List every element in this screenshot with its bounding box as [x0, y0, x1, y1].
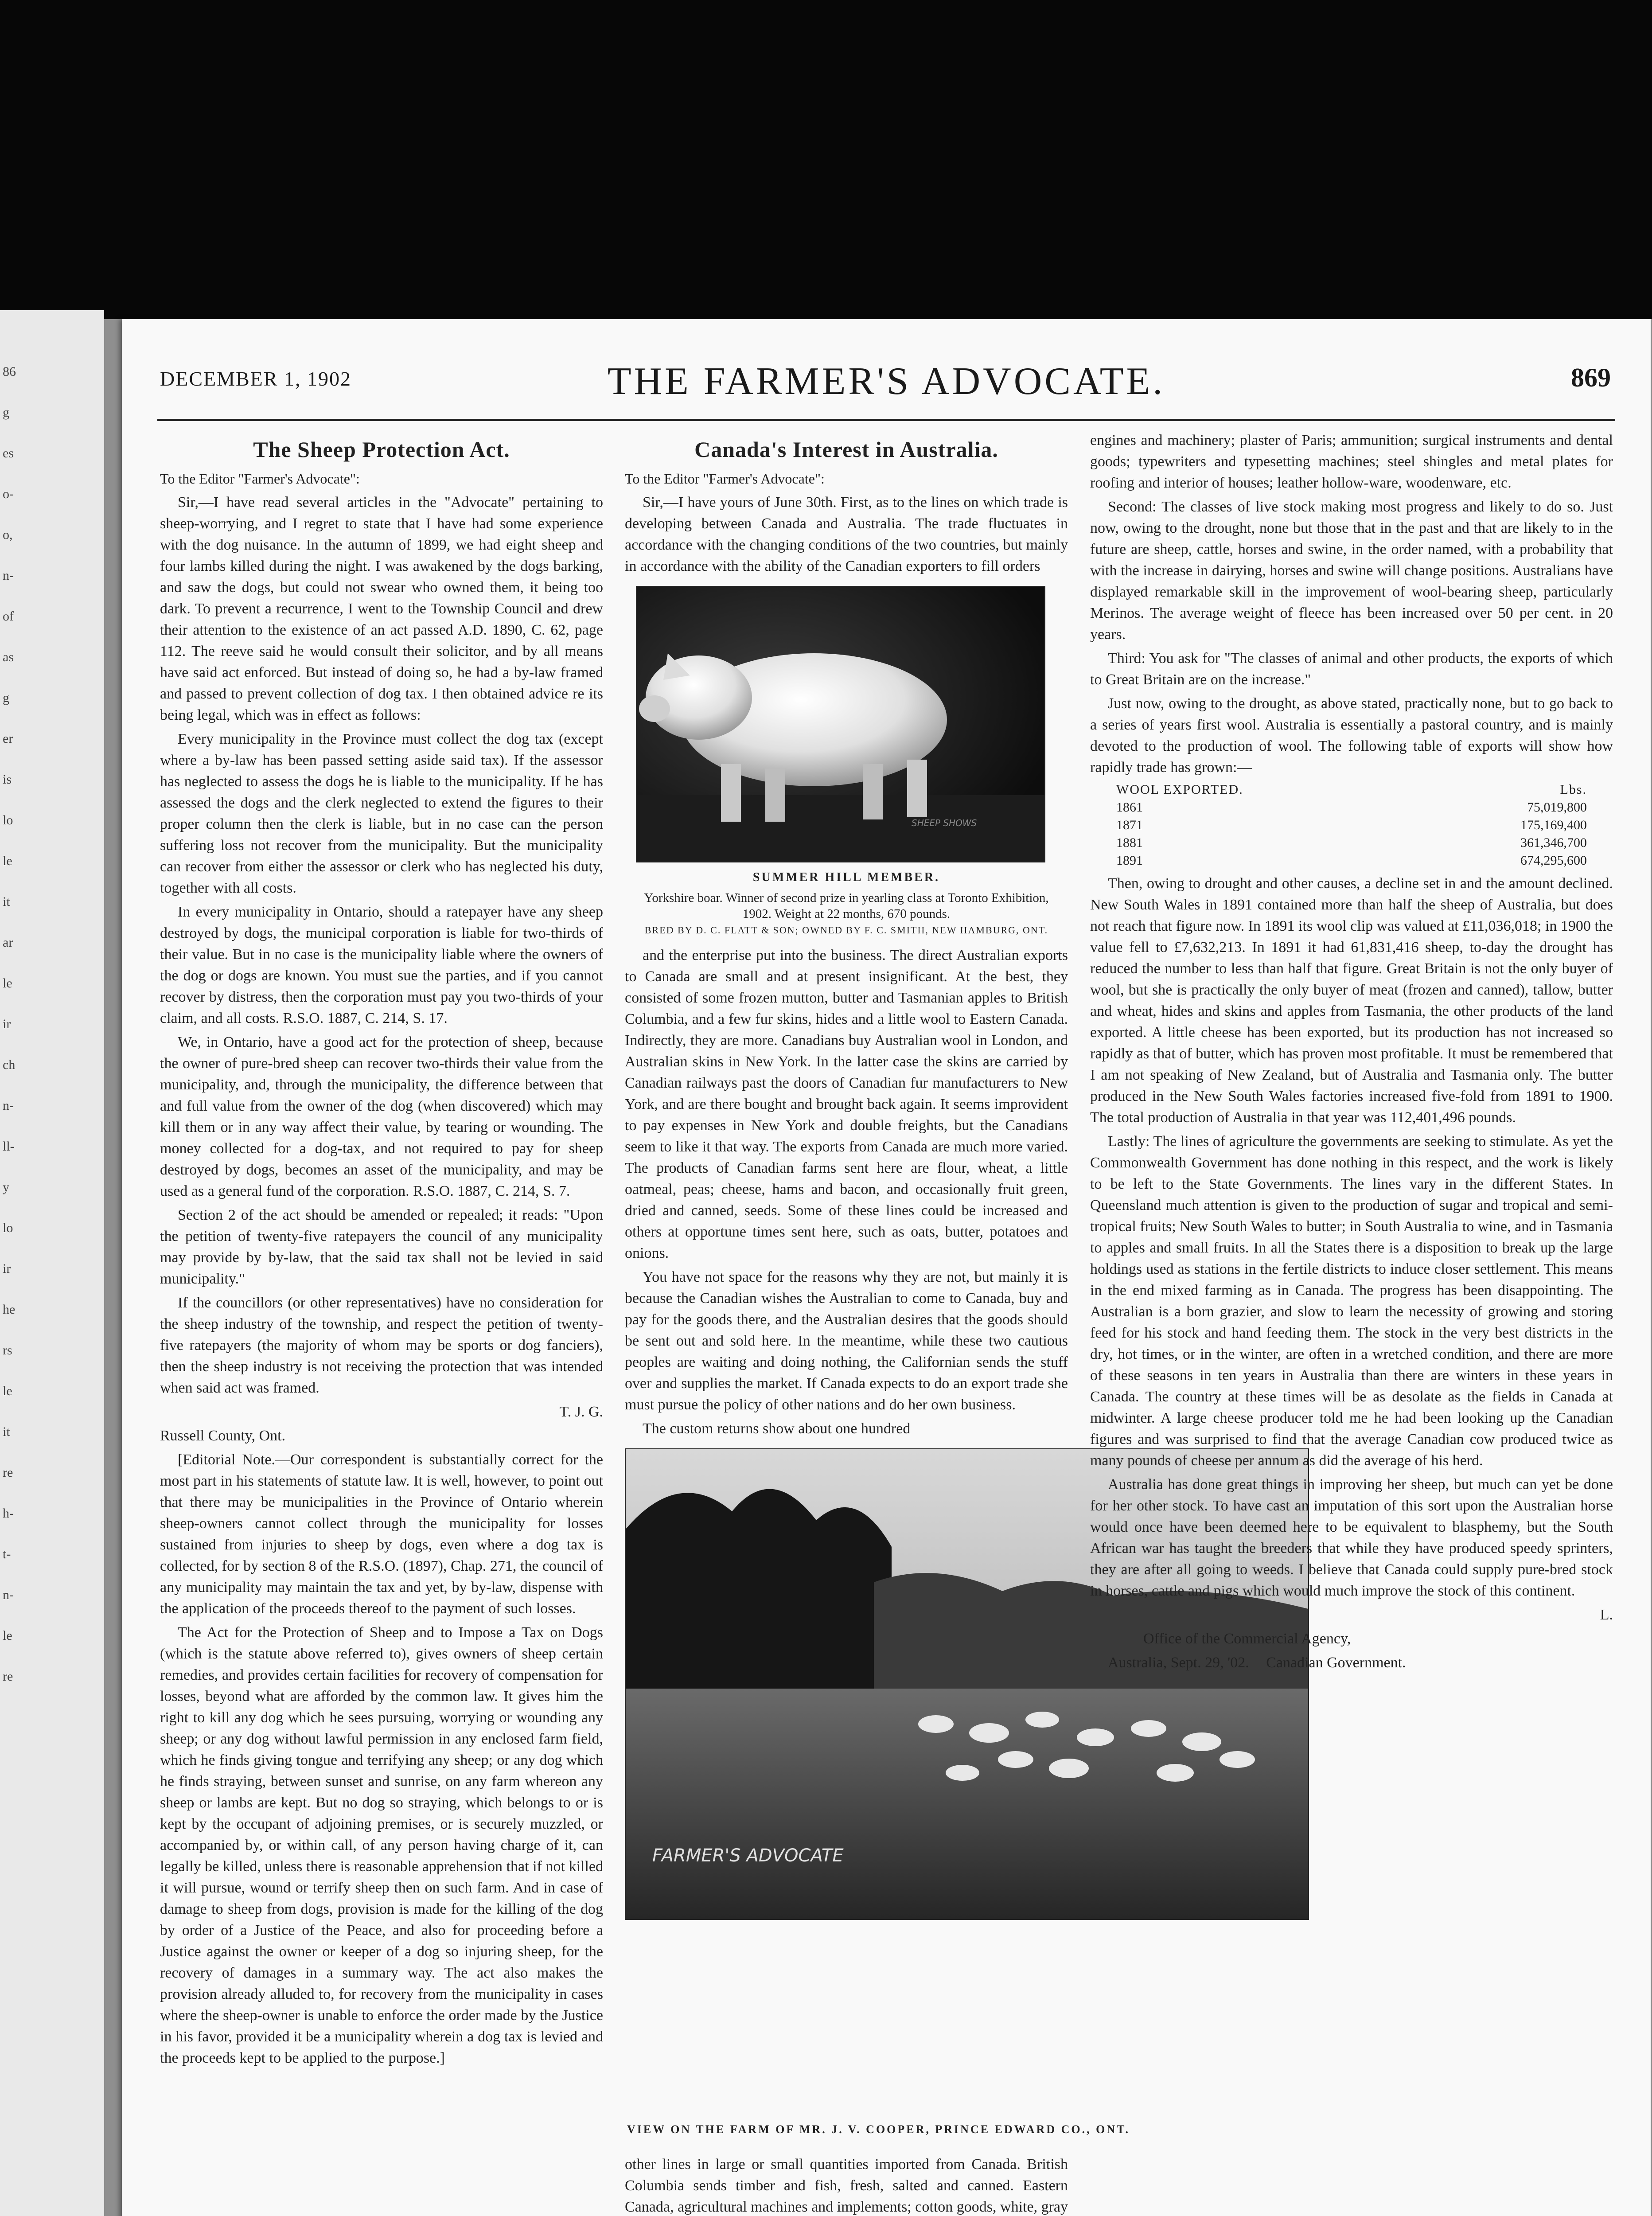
table-lbs: 75,019,800	[1527, 800, 1587, 815]
left-page-text-fragment: n-	[3, 568, 14, 583]
left-page-text-fragment: rs	[3, 1343, 12, 1358]
table-year: 1861	[1116, 800, 1143, 815]
author-dateline	[1108, 1652, 1613, 1674]
paragraph: Every municipality in the Province must collect the dog tax (except where a by-law has been passed setting aside said tax). If the assessor has neglected to assess the dogs he is liable to the municipality. If he has assessed the dogs and the clerk neglected to extend the figures to their proper column then the clerk is liable, but in no case can the person suffering loss not recover from the municipality. But the municipality can recover from either the assessor or clerk who has neglected his duty, together with all costs.	[160, 731, 603, 896]
left-page-text-fragment: ll-	[3, 1139, 15, 1154]
left-page-text-fragment: ar	[3, 935, 13, 950]
left-page-text-fragment: y	[3, 1180, 9, 1194]
left-page-text-fragment: is	[3, 772, 12, 787]
photo-caption-credit: BRED BY D. C. FLATT & SON; OWNED BY F. C. SMITH, NEW HAMBURG, ONT.	[644, 925, 1048, 936]
column-3	[1090, 430, 1613, 1676]
left-page-text-fragment: le	[3, 1384, 12, 1398]
paragraph: If the councillors (or other representatives) have no consideration for the sheep industry of the township, and respect the petition of twenty-five ratepayers (the majority of whom may be sports or dog fanciers), then the sheep industry is not receiving the protection that was intended when said act was framed.	[160, 1295, 603, 1396]
paragraph: and the enterprise put into the business. The direct Australian exports to Canada are small and at present insignificant. At the best, they consisted of some frozen mutton, butter and Tasmanian apples to British Columbia, and a few fur skins, hides and a little wool to Eastern Canada. Indirectly, they are more. Canadians buy Australian wool in London, and Australian skins in New York. In the latter case the skins are carried by Canadian railways past the doors of Canadian fur manufacturers to New York, and are there bought and brought back again. It seems improvident to pay expenses in New York and double freights, but the Canadians seem to like it that way. The exports from Canada are much more varied. The products of Canadian farms sent here are flour, wheat, a little oatmeal, peas; cheese, hams and bacon, and occasionally fruit green, dried and canned, seeds. Some of these lines could be increased and others at opportune times sent here, such as oats, butter, potatoes and onions.	[625, 947, 1068, 1261]
farm-photo-caption: VIEW ON THE FARM OF MR. J. V. COOPER, PRINCE EDWARD CO., ONT.	[627, 2123, 1130, 2136]
paragraph: Sir,—I have yours of June 30th. First, as to the lines on which trade is developing between Canada and Australia. The trade fluctuates in accordance with the changing conditions of the two countries, but mainly in accordance with the ability of the Canadian exporters to fill orders	[625, 494, 1068, 574]
article-headline-canada-australia: Canada's Interest in Australia.	[694, 437, 998, 462]
left-page-text-fragment: g	[3, 691, 9, 705]
table-lbs: 175,169,400	[1520, 818, 1587, 832]
left-page-text-fragment: g	[3, 405, 9, 420]
editorial-note: [Editorial Note.—Our correspondent is substantially correct for the most part in his statements of statute law. It is well, however, to point out that there may be municipalities in the Province of Ontario wherein sheep-owners cannot collect through the municipality for losses sustained from injuries to sheep by dogs, even where a dog tax is collected, for by section 8 of the R.S.O. (1897), Chap. 271, the council of any municipality may maintain the tax and yet, by by-law, dispense with the application of the proceeds thereof to the payment of such losses.	[160, 1451, 603, 1617]
left-page-text-fragment: of	[3, 609, 14, 624]
left-page-text-fragment: o,	[3, 527, 13, 542]
column-2	[625, 430, 1068, 1924]
left-page-text-fragment: h-	[3, 1506, 14, 1521]
editorial-note: The Act for the Protection of Sheep and to Impose a Tax on Dogs (which is the statute above referred to), gives owners of sheep certain remedies, and provides certain facilities for recovery of compensation for losses, beyond what are afforded by the common law. It gives him the right to kill any dog which he sees pursuing, worrying or wounding any sheep; or any dog without lawful permission in any enclosed farm field, which he finds giving tongue and terrifying any sheep; or any dog which he finds straying, between sunset and sunrise, on any farm whereon any sheep or lambs are kept. But no dog so straying, which belongs to or is kept by the occupant of adjoining premises, or is securely muzzled, or accompanied by, or within call, of any person having charge of it, can legally be killed, unless there is reasonable apprehension that if not killed it will pursue, wound or terrify sheep then on such farm. And in case of damage to sheep from dogs, provision is made for the killing of the dog by order of a Justice of the Peace, and also for proceeding before a Justice against the owner or keeper of a dog so injuring sheep, for the recovery of damages in a summary way. The act also makes the provision already alluded to, for recovery from the municipality in cases where the sheep-owner is unable to enforce the order made by the Justice in his favor, provided it be a municipality wherein a dog tax is levied and the proceeds kept to be applied to the purpose.]	[160, 1624, 603, 2066]
table-row	[1116, 799, 1587, 816]
photo-caption-body: Yorkshire boar. Winner of second prize in yearling class at Toronto Exhibition, 1902. Weight at 22 months, 670 pounds.	[644, 891, 1049, 921]
left-page-text-fragment: er	[3, 731, 13, 746]
author-signature: T. J. G.	[559, 1404, 603, 1420]
left-page-text-fragment: 86	[3, 364, 16, 379]
column-2-bottom	[625, 2154, 1068, 2216]
paragraph: In every municipality in Ontario, should a ratepayer have any sheep destroyed by dogs, the municipal corporation is liable for two-thirds of their value. But in no case is the municipality liable where the owners of the dog or dogs are known. You must sue the parties, and if you cannot recover by distress, then the corporation must pay you two-thirds of your claim, and all costs. R.S.O. 1887, C. 214, S. 17.	[160, 904, 603, 1026]
left-page-text-fragment: ch	[3, 1057, 16, 1072]
paragraph: engines and machinery; plaster of Paris; ammunition; surgical instruments and dental goods; typewriters and typesetting machines; steel shingles and metal plates for roofing and interior of houses; leather hollow-ware, woodenware, etc.	[1090, 432, 1613, 491]
issue-date: DECEMBER 1, 1902	[160, 367, 351, 390]
table-lbs: 674,295,600	[1520, 853, 1587, 868]
paragraph: Third: You ask for "The classes of animal and other products, the exports of which to Great Britain are on the increase."	[1090, 650, 1613, 688]
table-year: 1891	[1116, 853, 1143, 868]
left-page-text-fragment: lo	[3, 1221, 13, 1235]
author-location: Russell County, Ont.	[160, 1428, 286, 1444]
left-page-text-fragment: t-	[3, 1547, 11, 1561]
author-signature: L.	[1600, 1607, 1613, 1623]
paragraph: Section 2 of the act should be amended or repealed; it reads: "Upon the petition of twenty-five ratepayers the council of any municipality may provide by by-law, that the said tax shall not be levied in said municipality."	[160, 1207, 603, 1287]
table-year: 1881	[1116, 835, 1143, 850]
column-1	[160, 430, 603, 2072]
paragraph: other lines in large or small quantities imported from Canada. British Columbia sends timber and fish, fresh, salted and canned. Eastern Canada, agricultural machines and implements; cotton goods, white, gray	[625, 2156, 1068, 2215]
left-page-text-fragment: es	[3, 446, 14, 460]
photo-watermark: SHEEP SHOWS	[912, 818, 977, 828]
left-page-text-fragment: o-	[3, 487, 14, 501]
left-page-text-fragment: re	[3, 1465, 13, 1480]
pig-photograph	[637, 587, 1044, 862]
article-headline-sheep-protection: The Sheep Protection Act.	[253, 437, 510, 462]
photo-watermark: FARMER'S ADVOCATE	[652, 1845, 844, 1866]
left-page-text-fragment: he	[3, 1302, 16, 1317]
photo-caption-title: SUMMER HILL MEMBER.	[752, 870, 940, 884]
left-page-text-fragment: n-	[3, 1098, 14, 1113]
left-page-text-fragment: as	[3, 650, 14, 664]
left-page-text-fragment: ir	[3, 1261, 11, 1276]
paragraph: Lastly: The lines of agriculture the governments are seeking to stimulate. As yet the Commonwealth Government has done nothing in this respect, and the work is likely to be left to the State Governments. The lines vary in the different States. In Queensland much attention is given to the production of sugar and tropical and semi-tropical fruits; New South Wales to butter; in South Australia to wine, and in Tasmania to apples and small fruits. In all the States there is a disposition to break up the large holdings used as stations in the fertile districts to induce closer settlement. This means in the end mixed farming as in Canada. The progress has been disappointing. The Australian is a born grazier, and slow to learn the necessity of growing and storing feed for his stock and hand feeding them. The stock in the very best districts in the dry, hot times, or in the winter, are often in a wretched condition, and there are more of these seasons in ten years in Australia than there are winters in these years in Canada. The country at these times will be as desolate as the fields in Canada at midwinter. A large cheese producer told me he had been looking up the Canadian figures and was surprised to find that the average Canadian cow produced twice as many pounds of cheese per annum as did the average of his herd.	[1090, 1133, 1613, 1469]
table-unit: Lbs.	[1560, 782, 1587, 797]
table-lbs: 361,346,700	[1520, 835, 1587, 850]
page-number: 869	[1571, 363, 1611, 392]
paragraph: You have not space for the reasons why they are not, but mainly it is because the Canadian wishes the Australian to come to Canada, buy and pay for the goods there, and the Australian desires that the goods should be sent out and sold here. In the meantime, while these two cautious peoples are waiting and doing nothing, the Californian sends the stuff over and supplies the market. If Canada expects to do an export trade she must pursue the policy of other nations and do her own business.	[625, 1269, 1068, 1413]
previous-page-edge	[0, 310, 104, 2216]
table-row	[1116, 852, 1587, 870]
article1-body	[160, 492, 603, 1399]
to-editor-line: To the Editor "Farmer's Advocate":	[160, 471, 360, 487]
to-editor-line: To the Editor "Farmer's Advocate":	[625, 471, 825, 487]
paragraph: Sir,—I have read several articles in the "Advocate" pertaining to sheep-worrying, and I regret to state that I have had some experience with the dog nuisance. In the autumn of 1899, we had eight sheep and four lambs killed during the night. I was awakened by the dogs barking, and saw the dogs, but could not swear who owned them, it being too dark. To prevent a recurrence, I went to the Township Council and drew their attention to the existence of an act passed A.D. 1890, C. 62, page 112. The reeve said he would consult their solicitor, and by all means have said act enforced. But instead of doing so, he had a by-law framed and passed to prevent collection of dog tax. I then obtained advice re its being legal, which was in effect as follows:	[160, 494, 603, 723]
left-page-text-fragment: it	[3, 1424, 10, 1439]
newspaper-page	[122, 319, 1651, 2216]
paragraph: Second: The classes of live stock making most progress and likely to do so. Just now, owing to the drought, none but those that in the past and that are likely to in the future are sheep, cattle, horses and swine, in the order named, with a probability that with the increase in dairying, horses and swine will change positions. Australians have displayed remarkable skill in the improvement of wool-bearing sheep, particularly Merinos. The average weight of fleece has been increased over 50 per cent. in 20 years.	[1090, 499, 1613, 643]
left-page-text-fragment: le	[3, 1628, 12, 1643]
left-page-text-fragment: re	[3, 1669, 13, 1684]
paragraph: Australia has done great things in improving her sheep, but much can yet be done for her other stock. To have cast an imputation of this sort upon the Australian horse would once have been deemed here to be equivalent to blasphemy, but the South African war has taught the breeders that while they have produced speedy sprinters, they are after all going to weeds. I believe that Canada could supply pure-bred stock in horses, cattle and pigs which would much improve the stock of this continent.	[1090, 1476, 1613, 1599]
table-row	[1116, 816, 1587, 834]
author-office: Office of the Commercial Agency,	[1143, 1631, 1351, 1647]
dateline-text: Australia, Sept. 29, '02.	[1108, 1654, 1249, 1671]
masthead-title: THE FARMER'S ADVOCATE.	[607, 360, 1165, 403]
left-page-text-fragment: lo	[3, 813, 13, 827]
paragraph: The custom returns show about one hundred	[643, 1420, 911, 1437]
left-page-text-fragment: n-	[3, 1588, 14, 1602]
table-year: 1871	[1116, 818, 1143, 832]
wool-exported-table	[1116, 781, 1587, 870]
photo-yorkshire-boar	[636, 586, 1045, 862]
left-page-text-fragment: ir	[3, 1017, 11, 1031]
left-page-text-fragment: it	[3, 894, 10, 909]
paragraph: Then, owing to drought and other causes, a decline set in and the amount declined. New South Wales in 1891 contained more than half the sheep of Australia, but does not reach that figure now. In 1891 its wool clip was valued at £11,036,018; in 1900 the value fell to £7,632,213. In 1891 it had 61,831,416 sheep, to-day the drought has reduced the number to less than half that figure. Great Britain is not the only buyer of wool, but she is practically the only buyer of meat (frozen and canned), tallow, butter and wheat, hides and skins and apples from Tasmania, the other products of the land exported. A little cheese has been exported, but its production has not increased so rapidly as that of butter, which has proven most profitable. It must be remembered that I am not speaking of New Zealand, but of Australia and Tasmania only. The butter produced in the New South Wales factories increased five-fold from 1891 to 1900. The total production of Australia in that year was 112,401,496 pounds.	[1090, 875, 1613, 1126]
left-page-text-fragment: le	[3, 976, 12, 991]
author-government: Canadian Government.	[1266, 1654, 1406, 1671]
left-page-text-fragment: le	[3, 854, 12, 868]
paragraph: We, in Ontario, have a good act for the protection of sheep, because the owner of pure-bred sheep can recover two-thirds their value from the municipality, and, through the municipality, the difference between that and full value from the owner of the dog (when discovered) which may kill them or in any way affect their value, by tearing or wounding. The money collected for a dog-tax, and not required to pay for sheep destroyed by dogs, becomes an asset of the municipality, and may be used as a general fund of the corporation. R.S.O. 1887, C. 214, S. 7.	[160, 1034, 603, 1199]
table-heading: WOOL EXPORTED.	[1116, 782, 1243, 797]
header-rule	[157, 419, 1615, 421]
paragraph: Just now, owing to the drought, as above stated, practically none, but to go back to a series of years first wool. Australia is essentially a pastoral country, and is mainly devoted to the production of wool. The following table of exports will show how rapidly trade has grown:—	[1090, 695, 1613, 776]
table-row	[1116, 834, 1587, 852]
